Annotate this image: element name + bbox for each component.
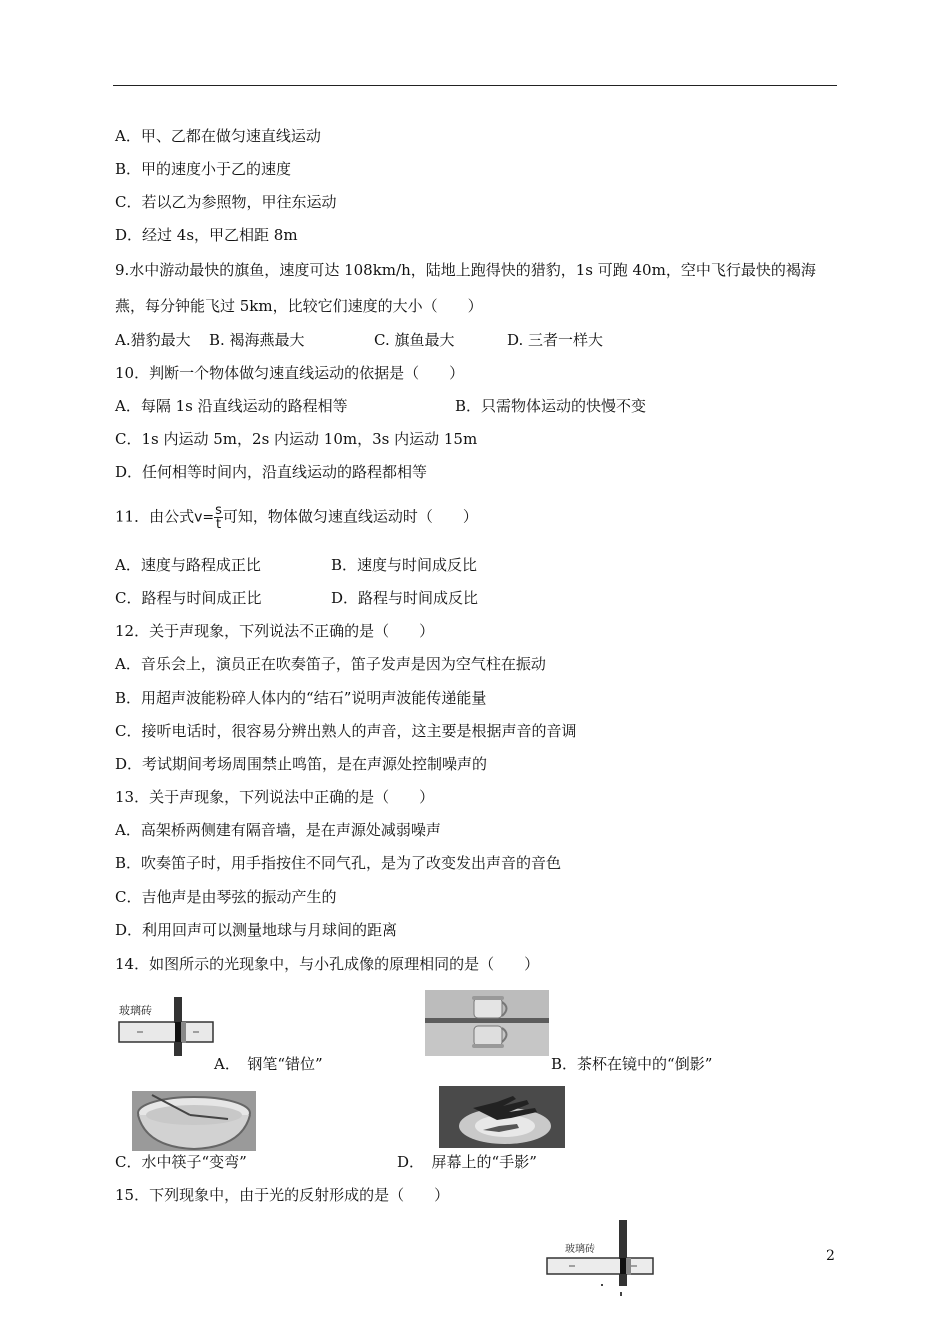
- formula-denominator: t: [215, 517, 222, 532]
- q13-stem: 13．关于声现象，下列说法中正确的是（ ）: [115, 788, 435, 806]
- hand-shadow-image: [439, 1086, 565, 1148]
- q10-option-d: D．任何相等时间内，沿直线运动的路程都相等: [115, 463, 428, 481]
- q11-stem: [115, 504, 478, 531]
- q11-stem-post: 可知，物体做匀速直线运动时（ ）: [222, 507, 478, 526]
- q12-option-b: B．用超声波能粉碎人体内的“结石”说明声波能传递能量: [115, 689, 487, 707]
- q10-stem: 10．判断一个物体做匀速直线运动的依据是（ ）: [115, 364, 465, 382]
- q9-option-d: D. 三者一样大: [507, 331, 604, 349]
- q10-option-c: C．1s 内运动 5m，2s 内运动 10m，3s 内运动 15m: [115, 430, 478, 448]
- q14-stem: 14．如图所示的光现象中，与小孔成像的原理相同的是（ ）: [115, 955, 540, 973]
- q12-option-a: A．音乐会上，演员正在吹奏笛子，笛子发声是因为空气柱在振动: [115, 655, 546, 673]
- teacup-mirror-image: [425, 990, 549, 1056]
- q14-caption-d: D． 屏幕上的“手影”: [397, 1153, 537, 1171]
- q13-option-c: C．吉他声是由琴弦的振动产生的: [115, 888, 337, 906]
- q9-option-a: A.猎豹最大: [115, 331, 191, 349]
- formula-v: v=: [194, 509, 215, 526]
- q11-stem-pre: 11．由公式: [115, 507, 195, 526]
- q14-caption-b: B．茶杯在镜中的“倒影”: [551, 1055, 713, 1073]
- q8-option-c: C．若以乙为参照物，甲往东运动: [115, 193, 337, 211]
- q14-caption-a: A． 钢笔“错位”: [214, 1055, 323, 1073]
- q13-option-b: B．吹奏笛子时，用手指按住不同气孔，是为了改变发出声音的音色: [115, 854, 562, 872]
- q13-option-a: A．高架桥两侧建有隔音墙，是在声源处减弱噪声: [115, 821, 441, 839]
- pen-glass-brick-image-2: [543, 1218, 657, 1296]
- page-number: 2: [826, 1248, 835, 1264]
- q12-stem: 12．关于声现象，下列说法不正确的是（ ）: [115, 622, 435, 640]
- glass-brick-label: 玻璃砖: [119, 1004, 152, 1017]
- formula-numerator: s: [215, 503, 222, 518]
- q11-option-c: C．路程与时间成正比: [115, 589, 262, 607]
- header-rule: [113, 85, 837, 86]
- q9-option-c: C. 旗鱼最大: [374, 331, 455, 349]
- q13-option-d: D．利用回声可以测量地球与月球间的距离: [115, 921, 398, 939]
- chopsticks-bowl-image: [132, 1091, 256, 1151]
- q11-option-b: B．速度与时间成反比: [331, 556, 478, 574]
- q14-caption-c: C．水中筷子“变弯”: [115, 1153, 247, 1171]
- q8-option-d: D．经过 4s，甲乙相距 8m: [115, 226, 298, 244]
- formula-fraction: [214, 504, 223, 531]
- glass-brick-label-2: 玻璃砖: [565, 1244, 595, 1255]
- q11-option-d: D．路程与时间成反比: [331, 589, 479, 607]
- q12-option-d: D．考试期间考场周围禁止鸣笛，是在声源处控制噪声的: [115, 755, 488, 773]
- q11-option-a: A．速度与路程成正比: [115, 556, 261, 574]
- q15-stem: 15．下列现象中，由于光的反射形成的是（ ）: [115, 1186, 450, 1204]
- pen-glass-brick-image: [115, 995, 217, 1059]
- q12-option-c: C．接听电话时，很容易分辨出熟人的声音，这主要是根据声音的音调: [115, 722, 577, 740]
- q10-option-b: B．只需物体运动的快慢不变: [455, 397, 647, 415]
- q9-stem-line1: 9.水中游动最快的旗鱼，速度可达 108km/h，陆地上跑得快的猎豹，1s 可跑 40m，空中飞行最快的褐海: [115, 261, 816, 279]
- q8-option-a: A．甲、乙都在做匀速直线运动: [115, 127, 321, 145]
- q8-option-b: B．甲的速度小于乙的速度: [115, 160, 292, 178]
- q9-option-b: B. 褐海燕最大: [209, 331, 305, 349]
- q10-option-a: A．每隔 1s 沿直线运动的路程相等: [115, 397, 348, 415]
- q9-stem-line2: 燕，每分钟能飞过 5km，比较它们速度的大小（ ）: [115, 297, 483, 315]
